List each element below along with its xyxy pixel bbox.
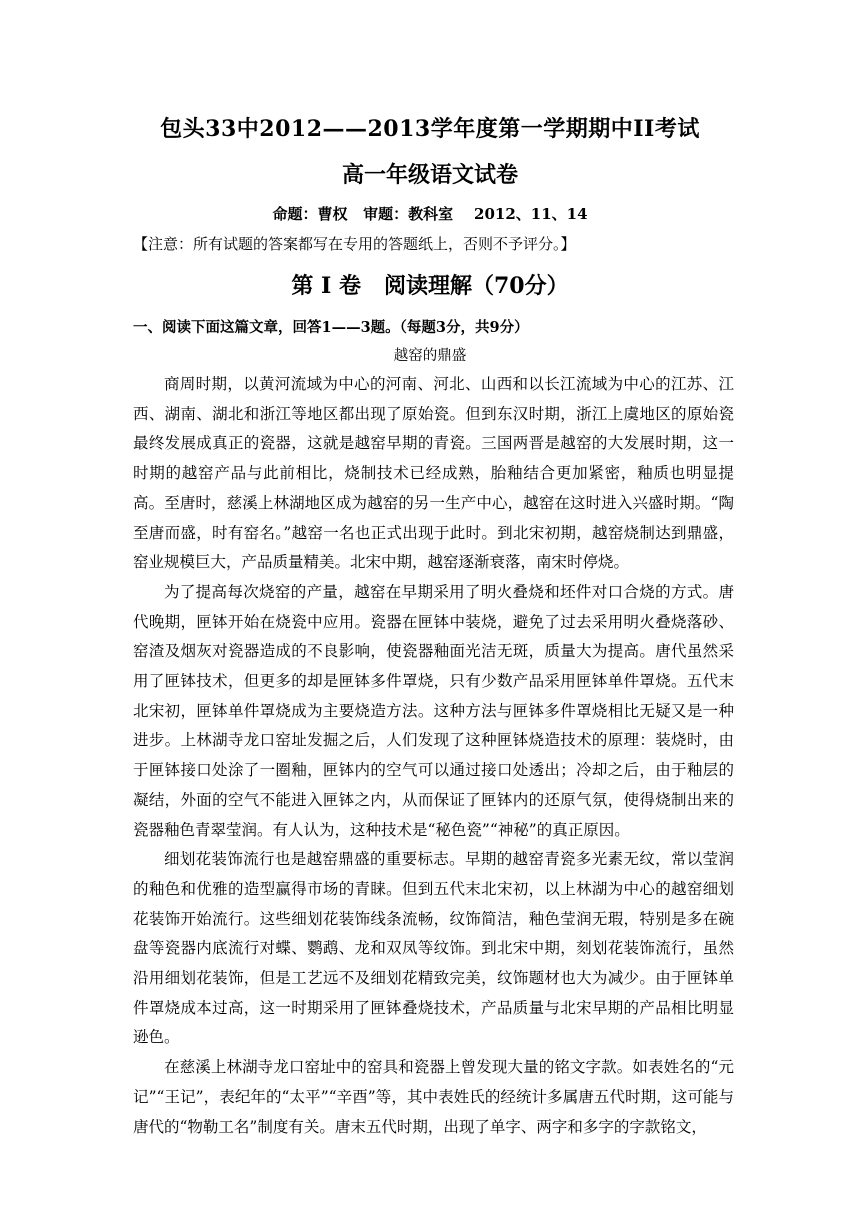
- section-title: 第 I 卷 阅读理解（70分）: [291, 273, 569, 299]
- exam-title: 包头33中2012——2013学年度第一学期期中II考试: [160, 116, 700, 142]
- article-title: 越窑的鼎盛: [393, 348, 467, 364]
- exam-subtitle: 高一年级语文试卷: [341, 162, 518, 188]
- exam-byline: 命题：曹权 审题：教科室 2012、11、14: [272, 205, 588, 223]
- question-intro: 一、阅读下面这篇文章，回答1——3题。（每题3分，共9分）: [133, 319, 529, 336]
- article-paragraph: 商周时期，以黄河流域为中心的河南、河北、山西和以长江流域为中心的江苏、江西、湖南、湖北和浙江等地区都出现了原始瓷。但到东汉时期，浙江上虞地区的原始瓷最终发展成真正的瓷器，这就是越窑早期的青瓷。三国两晋是越窑的大发展时期，这一时期的越窑产品与此前相比，烧制技术已经成熟，胎釉结合更加紧密，釉质也明显提高。至唐时，慈溪上林湖地区成为越窑的另一生产中心，越窑在这时进入兴盛时期。“陶至唐而盛，时有窑名。”越窑一名也正式出现于此时。到北宋初期，越窑烧制达到鼎盛，窑业规模巨大，产品质量精美。北宋中期，越窑逐渐衰落，南宋时停烧。: [133, 375, 734, 572]
- article-body: [133, 370, 734, 1142]
- article-paragraph: 为了提高每次烧窑的产量，越窑在早期采用了明火叠烧和坯件对口合烧的方式。唐代晚期，匣钵开始在烧瓷中应用。瓷器在匣钵中装烧，避免了过去采用明火叠烧落砂、窑渣及烟灰对瓷器造成的不良影响，使瓷器釉面光洁无斑，质量大为提高。唐代虽然采用了匣钵技术，但更多的却是匣钵多件罩烧，只有少数产品采用匣钵单件罩烧。五代末北宋初，匣钵单件罩烧成为主要烧造方法。这种方法与匣钵多件罩烧相比无疑又是一种进步。上林湖寺龙口窑址发掘之后，人们发现了这种匣钵烧造技术的原理：装烧时，由于匣钵接口处涂了一圈釉，匣钵内的空气可以通过接口处透出；冷却之后，由于釉层的凝结，外面的空气不能进入匣钵之内，从而保证了匣钵内的还原气氛，使得烧制出来的瓷器釉色青翠莹润。有人认为，这种技术是“秘色瓷”“神秘”的真正原因。: [133, 582, 734, 839]
- article-paragraph: 在慈溪上林湖寺龙口窑址中的窑具和瓷器上曾发现大量的铭文字款。如表姓名的“元记”“王记”，表纪年的“太平”“辛酉”等，其中表姓氏的经统计多属唐五代时期，这可能与唐代的“物勒工名”制度有关。唐末五代时期，出现了单字、两字和多字的字款铭文，: [133, 1058, 734, 1136]
- article-paragraph: 细划花装饰流行也是越窑鼎盛的重要标志。早期的越窑青瓷多光素无纹，常以莹润的釉色和优雅的造型赢得市场的青睐。但到五代末北宋初，以上林湖为中心的越窑细划花装饰开始流行。这些细划花装饰线条流畅，纹饰简洁，釉色莹润无瑕，特别是多在碗盘等瓷器内底流行对蝶、鹦鹉、龙和双凤等纹饰。到北宋中期，刻划花装饰流行，虽然沿用细划花装饰，但是工艺远不及细划花精致完美，纹饰题材也大为减少。由于匣钵单件罩烧成本过高，这一时期采用了匣钵叠烧技术，产品质量与北宋早期的产品相比明显逊色。: [133, 850, 734, 1047]
- exam-notice: 【注意：所有试题的答案都写在专用的答题纸上，否则不予评分。】: [133, 235, 576, 253]
